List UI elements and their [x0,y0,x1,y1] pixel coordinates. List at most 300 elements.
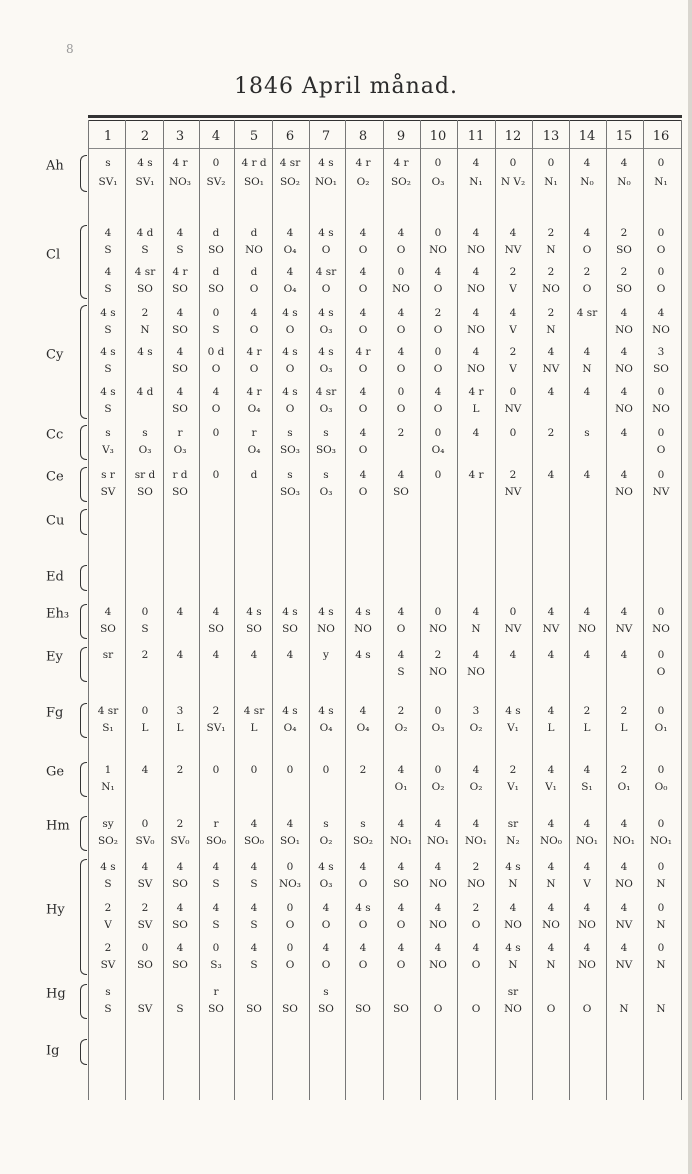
table-cell: 4 [434,818,442,830]
table-cell: SV₁ [206,722,226,734]
column-number: 6 [285,129,295,144]
table-cell: NV [615,919,633,931]
table-cell: SV₂ [206,176,226,188]
table-cell: SO [172,959,188,971]
table-cell: NO [392,283,410,295]
table-cell: 0 [434,157,442,169]
table-cell: 4 [212,649,220,661]
table-cell: 0 [434,227,442,239]
station-label: Ah [46,158,64,174]
table-cell: 4 [397,307,405,319]
table-cell: N₁ [654,176,668,188]
table-cell: 4 [583,346,591,358]
table-cell: 4 [104,227,112,239]
table-cell: 4 [583,902,591,914]
table-cell: N [546,244,556,256]
table-cell: 4 [547,386,555,398]
table-cell: 2 [509,266,517,278]
table-cell: 2 [212,705,220,717]
table-cell: 4 [397,227,405,239]
table-cell: S [104,283,112,295]
row-brace [80,816,87,851]
table-cell: O₁ [394,781,408,793]
table-cell: s [142,427,148,439]
table-cell: S [104,363,112,375]
table-cell: O₂ [394,722,408,734]
table-cell: 4 [322,942,330,954]
column-number: 8 [358,129,368,144]
table-cell: 4 [547,649,555,661]
table-cell: SO₂ [352,835,374,847]
table-cell: SO₀ [205,835,227,847]
table-cell: r [177,427,183,439]
table-cell: N₁ [544,176,558,188]
table-cell: O [321,919,331,931]
table-cell: O₄ [247,444,261,456]
table-cell: 4 s [100,861,116,873]
table-cell: 2 [434,307,442,319]
table-cell: NV [615,959,633,971]
table-cell: 2 [509,469,517,481]
table-cell: 4 [212,861,220,873]
row-brace [80,225,87,299]
column-number: 13 [542,129,560,144]
table-cell: 4 sr [134,266,156,278]
table-cell: 4 [286,266,294,278]
table-cell: 4 [583,649,591,661]
table-cell: 4 s [318,705,334,717]
table-cell: O₄ [283,244,297,256]
column-number: 14 [578,129,596,144]
table-cell: sy [102,818,114,830]
table-cell: 4 [472,307,480,319]
table-cell: NO₁ [612,835,636,847]
table-cell: S [397,666,405,678]
table-cell: 4 [176,861,184,873]
table-cell: 1 [104,764,112,776]
table-cell: 0 [141,818,149,830]
station-label: Ey [46,649,63,665]
table-cell: SO₀ [243,835,265,847]
table-cell: 4 [397,818,405,830]
table-cell: 4 [620,818,628,830]
table-cell: sr [507,818,519,830]
table-cell: 4 s [318,307,334,319]
table-cell: 4 sr [243,705,265,717]
table-cell: 0 [657,386,665,398]
table-cell: 0 [141,942,149,954]
station-label: Hm [46,818,70,834]
table-cell: 4 s [505,861,521,873]
table-cell: 0 [509,606,517,618]
table-cell: 0 [657,606,665,618]
table-cell: O [471,1003,481,1015]
row-brace [80,1039,87,1065]
table-cell: s [323,818,329,830]
table-cell: 4 [620,606,628,618]
table-cell: SO [246,623,262,635]
table-cell: 4 sr [315,386,337,398]
table-cell: O [285,403,295,415]
table-cell: 0 [657,227,665,239]
table-cell: 4 [547,346,555,358]
table-cell: L [141,722,149,734]
table-cell: 0 [212,942,220,954]
table-cell: O₃ [319,878,333,890]
table-cell: S [250,878,258,890]
table-cell: 4 [434,386,442,398]
top-rule-thick [88,115,682,118]
table-cell: O₁ [654,722,668,734]
table-cell: SO [208,623,224,635]
table-cell: 0 [657,427,665,439]
table-cell: SO [355,1003,371,1015]
table-cell: O [211,403,221,415]
table-cell: SO [616,283,632,295]
table-cell: y [323,649,329,661]
table-cell: 4 [176,386,184,398]
table-cell: 4 s [505,705,521,717]
table-cell: 0 [657,705,665,717]
table-cell: 4 sr [576,307,598,319]
table-cell: L [250,722,258,734]
table-cell: NO [652,403,670,415]
table-cell: 4 [509,649,517,661]
column-divider [88,120,89,1100]
table-cell: 4 [472,157,480,169]
header-rule [88,148,682,149]
table-cell: 2 [176,764,184,776]
table-cell: 4 [583,469,591,481]
table-cell: SO₁ [279,835,301,847]
table-cell: NO [429,959,447,971]
table-cell: O [358,878,368,890]
table-cell: O [396,363,406,375]
table-cell: O [358,444,368,456]
column-divider [457,120,458,1100]
table-cell: 2 [547,307,555,319]
table-cell: 4 [141,861,149,873]
column-number: 4 [211,129,221,144]
table-cell: NO [317,623,335,635]
table-cell: O [321,959,331,971]
table-cell: 4 [176,307,184,319]
table-cell: SO₃ [279,444,301,456]
table-cell: 2 [141,649,149,661]
station-label: Eh₃ [46,606,70,622]
table-cell: 4 [620,649,628,661]
table-cell: NO [429,666,447,678]
column-divider [420,120,421,1100]
table-cell: NO [354,623,372,635]
column-divider [495,120,496,1100]
station-label: Fg [46,705,64,721]
table-cell: N₁ [469,176,483,188]
table-cell: NO₁ [464,835,488,847]
table-cell: 0 [141,705,149,717]
table-cell: S [104,878,112,890]
table-cell: SO [282,623,298,635]
table-cell: SO₂ [97,835,119,847]
table-cell: 0 [286,764,294,776]
table-cell: O [433,1003,443,1015]
table-cell: 4 [286,227,294,239]
table-cell: N [508,959,518,971]
table-cell: 4 [397,606,405,618]
table-cell: 0 [657,942,665,954]
table-cell: O [546,1003,556,1015]
table-cell: 4 [359,307,367,319]
station-label: Ge [46,764,65,780]
table-cell: 4 [583,764,591,776]
table-cell: SV [137,1003,153,1015]
table-cell: N₁ [101,781,115,793]
table-cell: 4 [434,266,442,278]
station-label: Cy [46,347,64,363]
row-brace [80,859,87,975]
table-cell: 0 [397,386,405,398]
table-cell: 4 [250,307,258,319]
table-cell: NO [615,403,633,415]
table-cell: 2 [472,861,480,873]
table-cell: SO [137,959,153,971]
table-cell: NV [504,486,522,498]
table-cell: 4 [547,861,555,873]
table-cell: 4 s [282,346,298,358]
table-cell: S [141,623,149,635]
table-cell: 4 [359,427,367,439]
table-cell: 4 [176,942,184,954]
table-cell: O₄ [319,722,333,734]
table-cell: NO [245,244,263,256]
table-cell: O [433,363,443,375]
table-cell: SO₁ [243,176,265,188]
table-cell: O [358,919,368,931]
table-cell: 4 [509,227,517,239]
table-cell: 2 [359,764,367,776]
table-cell: d [250,227,258,239]
column-divider [532,120,533,1100]
table-cell: 4 [472,346,480,358]
table-cell: V₁ [545,781,557,793]
table-cell: NO [615,324,633,336]
table-cell: 4 r d [241,157,267,169]
table-cell: NO [467,363,485,375]
table-cell: r d [172,469,188,481]
table-cell: 4 [583,606,591,618]
table-cell: V [509,363,517,375]
table-cell: NO [467,244,485,256]
table-cell: S [104,403,112,415]
table-cell: s [287,427,293,439]
table-cell: SV [100,486,116,498]
table-cell: s [323,469,329,481]
table-cell: S [250,919,258,931]
table-cell: NO [578,959,596,971]
table-cell: 4 r [468,386,484,398]
table-cell: O [582,283,592,295]
table-cell: s [584,427,590,439]
table-cell: SV₁ [135,176,155,188]
table-cell: 4 [583,227,591,239]
table-cell: sr [507,986,519,998]
table-cell: 4 [250,942,258,954]
table-cell: L [583,722,591,734]
table-cell: 0 [212,307,220,319]
table-cell: 0 [509,427,517,439]
table-cell: O [396,403,406,415]
station-label: Ig [46,1043,60,1059]
table-cell: NO [429,623,447,635]
table-cell: 4 [472,818,480,830]
table-cell: O₄ [283,283,297,295]
column-number: 12 [504,129,522,144]
table-cell: 4 [509,902,517,914]
table-cell: 4 r [355,157,371,169]
table-cell: s [105,986,111,998]
table-cell: 4 [359,705,367,717]
table-cell: 4 s [100,386,116,398]
table-cell: 4 [212,902,220,914]
table-cell: 4 [212,606,220,618]
table-cell: 4 d [136,386,154,398]
table-cell: 4 s [282,606,298,618]
table-cell: 0 [286,942,294,954]
table-cell: 4 s [318,861,334,873]
row-brace [80,305,87,419]
table-cell: O₄ [356,722,370,734]
table-cell: 4 [176,606,184,618]
station-label: Ed [46,569,64,585]
table-cell: SO [172,486,188,498]
table-cell: O₃ [319,403,333,415]
table-cell: O₃ [173,444,187,456]
table-cell: O [656,666,666,678]
page-number: 8 [66,42,74,56]
column-number: 15 [615,129,633,144]
column-divider [309,120,310,1100]
table-cell: 2 [397,705,405,717]
table-cell: 4 [397,764,405,776]
table-cell: SO [208,244,224,256]
table-cell: S [250,959,258,971]
table-cell: O [656,444,666,456]
table-cell: NO [467,878,485,890]
table-cell: N [546,878,556,890]
table-cell: 4 [104,606,112,618]
column-divider [606,120,607,1100]
table-cell: O₃ [431,722,445,734]
table-cell: 0 [434,469,442,481]
table-cell: NO [504,1003,522,1015]
table-cell: O₄ [247,403,261,415]
table-cell: 0 [657,266,665,278]
table-cell: 0 [141,606,149,618]
station-label: Hy [46,902,65,918]
table-cell: 3 [176,705,184,717]
table-cell: s [360,818,366,830]
table-cell: 4 [620,427,628,439]
table-cell: N [656,959,666,971]
table-cell: NV [504,623,522,635]
table-cell: 0 [397,266,405,278]
page-title: 1846 April månad. [234,74,458,99]
table-cell: NO₃ [278,878,302,890]
table-cell: SO [137,486,153,498]
table-cell: 0 [212,427,220,439]
table-cell: 4 [509,307,517,319]
table-cell: N₂ [506,835,520,847]
table-cell: 0 [657,902,665,914]
table-cell: 4 [359,227,367,239]
table-cell: 0 [657,469,665,481]
table-cell: 2 [472,902,480,914]
table-cell: SO₂ [279,176,301,188]
table-cell: 4 s [282,386,298,398]
table-cell: 2 [141,307,149,319]
table-cell: 4 [434,861,442,873]
table-cell: 4 [620,346,628,358]
station-label: Cc [46,427,64,443]
table-cell: 0 [212,157,220,169]
table-cell: O₂ [469,781,483,793]
table-cell: SO [172,878,188,890]
table-cell: O [396,959,406,971]
table-cell: 4 [359,266,367,278]
column-divider [643,120,644,1100]
table-cell: NO₁ [426,835,450,847]
table-cell: 0 [434,346,442,358]
table-cell: N V₂ [500,176,526,188]
table-cell: O [211,363,221,375]
table-cell: 4 [620,386,628,398]
table-cell: S [176,244,184,256]
table-cell: NV [652,486,670,498]
table-cell: 2 [620,705,628,717]
table-cell: 0 [547,157,555,169]
table-cell: 4 [434,942,442,954]
table-cell: NO [467,324,485,336]
table-cell: 2 [397,427,405,439]
table-cell: O₂ [356,176,370,188]
table-cell: 0 [322,764,330,776]
table-cell: 4 [359,386,367,398]
table-cell: s [105,427,111,439]
column-number: 10 [429,129,447,144]
table-cell: 4 [472,606,480,618]
table-cell: 4 s [355,606,371,618]
table-cell: 4 [620,902,628,914]
table-cell: 4 [620,469,628,481]
row-brace [80,984,87,1019]
table-cell: 4 [397,649,405,661]
table-cell: 4 sr [279,157,301,169]
table-cell: N₀ [617,176,631,188]
table-cell: 2 [620,266,628,278]
table-cell: 4 [547,942,555,954]
table-cell: S [212,919,220,931]
table-cell: 0 [434,427,442,439]
table-cell: 4 r [246,386,262,398]
table-cell: 4 s [137,157,153,169]
table-cell: SO [172,283,188,295]
table-cell: 4 [176,346,184,358]
table-cell: 2 [620,227,628,239]
table-cell: L [472,403,480,415]
table-cell: O₃ [319,363,333,375]
table-cell: N [546,324,556,336]
column-number: 16 [652,129,670,144]
